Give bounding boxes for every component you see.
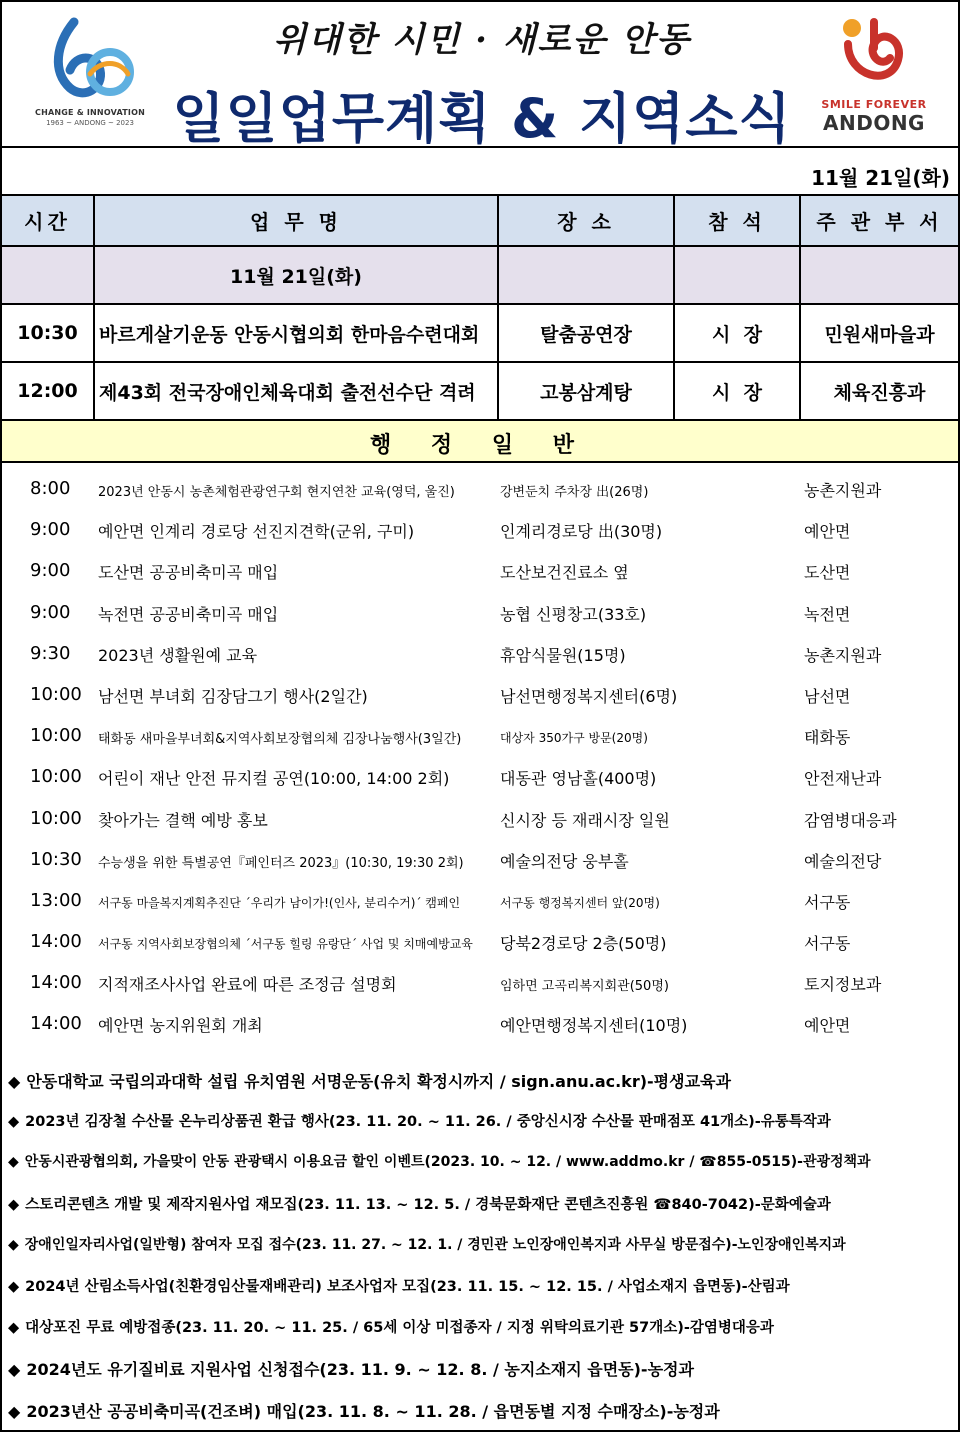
item-dept: 감염병대응과 <box>804 810 897 830</box>
list-item <box>2 881 958 922</box>
diamond-bullet-icon: ◆ <box>8 1114 20 1131</box>
column-header-time: 시간 <box>2 196 94 246</box>
schedule-table <box>2 196 958 421</box>
item-place: 당북2경로당 2층(50명) <box>500 934 667 954</box>
notice-text: 스토리콘텐츠 개발 및 제작지원사업 재모집(23. 11. 13. ~ 12. 5. / 경북문화재단 콘텐츠진흥원 ☎840-7042)-문화예술과 <box>25 1196 831 1213</box>
page-title: 일일업무계획 & 지역소식 <box>172 87 792 150</box>
list-item <box>2 840 958 881</box>
list-item <box>2 634 958 675</box>
schedule-place: 고봉삼계탕 <box>498 362 674 420</box>
schedule-task: 바르게살기운동 안동시협의회 한마음수련대회 <box>94 304 498 362</box>
item-dept: 토지정보과 <box>804 975 882 995</box>
schedule-place: 탈춤공연장 <box>498 304 674 362</box>
item-task: 서구동 지역사회보장협의체 ´서구동 힐링 유랑단´ 사업 및 치매예방교육 <box>98 937 473 952</box>
diamond-bullet-icon: ◆ <box>8 1360 21 1380</box>
item-place: 남선면행정복지센터(6명) <box>500 686 678 706</box>
item-task: 태화동 새마을부녀회&지역사회보장협의체 김장나눔행사(3일간) <box>98 732 462 748</box>
item-place: 서구동 행정복지센터 앞(20명) <box>500 895 660 910</box>
item-time: 9:30 <box>30 642 71 664</box>
item-dept: 농촌지원과 <box>804 481 882 500</box>
schedule-time: 12:00 <box>2 362 94 420</box>
item-place: 예안면행정복지센터(10명) <box>500 1016 688 1036</box>
item-dept: 서구동 <box>804 934 851 954</box>
item-dept: 남선면 <box>804 686 851 706</box>
column-header-place: 장 소 <box>498 196 674 246</box>
item-time: 10:00 <box>30 807 82 829</box>
item-place: 강변둔치 주차장 出(26명) <box>500 485 649 500</box>
smile-andong-logo <box>814 14 934 136</box>
list-item <box>2 799 958 840</box>
logo-years: 1963 ~ ANDONG ~ 2023 <box>46 119 134 127</box>
item-task: 서구동 마을복지계획추진단 ´우리가 남이가!(인사, 분리수거)´ 캠페인 <box>98 895 461 910</box>
notice-text: 안동시관광협의회, 가을맞이 안동 관광택시 이용요금 할인 이벤트(2023. 10. ~ 12. / www.addmo.kr / ☎855-0515)-관광정책과 <box>24 1154 871 1171</box>
schedule-date: 11월 21일(화) <box>94 246 498 304</box>
item-dept: 녹전면 <box>804 604 851 624</box>
item-time: 14:00 <box>30 1013 82 1035</box>
logo-caption: CHANGE & INNOVATION <box>35 108 145 117</box>
item-time: 14:00 <box>30 931 82 953</box>
item-time: 14:00 <box>30 972 82 994</box>
diamond-bullet-icon: ◆ <box>8 1196 20 1213</box>
section-title: 행 정 일 반 <box>2 421 958 463</box>
item-dept: 도산면 <box>804 563 851 583</box>
notice-text: 대상포진 무료 예방접종(23. 11. 20. ~ 11. 25. / 65세 이상 미접종자 / 지정 위탁의료기관 57개소)-감염병대응과 <box>25 1320 774 1337</box>
schedule-dept: 민원새마을과 <box>800 304 958 362</box>
table-row <box>2 304 958 362</box>
item-dept: 예안면 <box>804 522 851 542</box>
list-item <box>2 551 958 592</box>
notice-list <box>2 1059 958 1430</box>
item-place: 휴암식물원(15명) <box>500 645 626 665</box>
item-dept: 안전재난과 <box>804 769 882 789</box>
notice-item <box>2 1265 958 1306</box>
item-place: 농협 신평창고(33호) <box>500 604 647 624</box>
item-dept: 서구동 <box>804 892 851 912</box>
notice-item <box>2 1141 958 1182</box>
column-header-task: 업 무 명 <box>94 196 498 246</box>
item-time: 8:00 <box>30 478 71 499</box>
notice-item <box>2 1059 958 1100</box>
anniversary-logo <box>30 14 150 130</box>
item-task: 수능생을 위한 특별공연『페인터즈 2023』(10:30, 19:30 2회) <box>98 855 464 871</box>
item-dept: 예술의전당 <box>804 851 882 871</box>
date-label: 11월 21일(화) <box>2 148 958 196</box>
column-header-attend: 참 석 <box>674 196 800 246</box>
item-task: 도산면 공공비축미곡 매입 <box>98 563 279 583</box>
list-item <box>2 510 958 551</box>
diamond-bullet-icon: ◆ <box>8 1236 19 1253</box>
notice-item <box>2 1183 958 1224</box>
list-item <box>2 716 958 757</box>
item-task: 남선면 부녀회 김장담그기 행사(2일간) <box>98 686 368 706</box>
item-place: 신시장 등 재래시장 일원 <box>500 810 670 830</box>
item-place: 대동관 영남홀(400명) <box>500 769 657 789</box>
item-dept: 예안면 <box>804 1016 851 1036</box>
item-task: 2023년 생활원예 교육 <box>98 645 258 665</box>
slogan: 위대한 시민 · 새로운 안동 <box>273 20 691 60</box>
smile-andong-emblem-icon <box>838 14 910 94</box>
diamond-bullet-icon: ◆ <box>8 1072 21 1091</box>
admin-list <box>2 463 958 1046</box>
item-place: 인계리경로당 出(30명) <box>500 522 663 542</box>
list-item <box>2 1004 958 1045</box>
schedule-header-row <box>2 196 958 246</box>
item-time: 9:00 <box>30 601 71 623</box>
notice-item <box>2 1389 958 1430</box>
item-dept: 농촌지원과 <box>804 645 882 665</box>
notice-item <box>2 1100 958 1141</box>
item-task: 예안면 인계리 경로당 선진지견학(군위, 구미) <box>98 522 415 542</box>
diamond-bullet-icon: ◆ <box>8 1278 20 1295</box>
item-task: 2023년 안동시 농촌체험관광연구회 현지연찬 교육(영덕, 울진) <box>98 485 455 500</box>
notice-text: 2023년산 공공비축미곡(건조벼) 매입(23. 11. 8. ~ 11. 28. / 읍면동별 지정 수매장소)-농정과 <box>26 1401 720 1421</box>
item-time: 10:00 <box>30 766 82 788</box>
item-time: 13:00 <box>30 889 82 911</box>
diamond-bullet-icon: ◆ <box>8 1320 20 1337</box>
list-item <box>2 593 958 634</box>
notice-text: 장애인일자리사업(일반형) 참여자 모집 접수(23. 11. 27. ~ 12. 1. / 경민관 노인장애인복지과 사무실 방문접수)-노인장애인복지과 <box>24 1236 846 1253</box>
column-header-dept: 주 관 부 서 <box>800 196 958 246</box>
diamond-bullet-icon: ◆ <box>8 1401 21 1421</box>
sixty-emblem-icon <box>44 14 136 106</box>
item-place: 예술의전당 웅부홀 <box>500 851 629 871</box>
item-task: 어린이 재난 안전 뮤지컬 공연(10:00, 14:00 2회) <box>98 769 450 789</box>
item-place: 대상자 350가구 방문(20명) <box>500 731 648 746</box>
smile-forever-text: SMILE FOREVER <box>821 98 927 111</box>
item-time: 10:30 <box>30 848 82 870</box>
item-task: 예안면 농지위원회 개최 <box>98 1016 263 1036</box>
item-time: 10:00 <box>30 683 82 705</box>
schedule-date-row <box>2 246 958 304</box>
notice-item <box>2 1306 958 1347</box>
schedule-attend: 시 장 <box>674 362 800 420</box>
item-time: 9:00 <box>30 519 71 541</box>
list-item <box>2 922 958 963</box>
item-place: 임하면 고곡리복지회관(50명) <box>500 979 669 995</box>
schedule-time: 10:30 <box>2 304 94 362</box>
notice-text: 안동대학교 국립의과대학 설립 유치염원 서명운동(유치 확정시까지 / sign.anu.ac.kr)-평생교육과 <box>26 1072 731 1091</box>
item-place: 도산보건진료소 옆 <box>500 563 629 583</box>
table-row <box>2 362 958 420</box>
list-item <box>2 757 958 798</box>
notice-text: 2024년 산림소득사업(친환경임산물재배관리) 보조사업자 모집(23. 11. 15. ~ 12. 15. / 사업소재지 읍면동)-산림과 <box>25 1278 790 1295</box>
list-item <box>2 675 958 716</box>
notice-text: 2023년 김장철 수산물 온누리상품권 환급 행사(23. 11. 20. ~ 11. 26. / 중앙신시장 수산물 판매점포 41개소)-유통특작과 <box>25 1114 831 1131</box>
notice-item <box>2 1224 958 1265</box>
list-item <box>2 963 958 1004</box>
item-time: 9:00 <box>30 560 71 582</box>
item-task: 녹전면 공공비축미곡 매입 <box>98 604 279 624</box>
item-time: 10:00 <box>30 725 82 747</box>
notice-text: 2024년도 유기질비료 지원사업 신청접수(23. 11. 9. ~ 12. 8. / 농지소재지 읍면동)-농정과 <box>26 1360 694 1380</box>
schedule-attend: 시 장 <box>674 304 800 362</box>
item-task: 찾아가는 결핵 예방 홍보 <box>98 810 268 830</box>
diamond-bullet-icon: ◆ <box>8 1154 19 1171</box>
item-task: 지적재조사사업 완료에 따른 조정금 설명회 <box>98 975 397 995</box>
notice-item <box>2 1347 958 1388</box>
schedule-dept: 체육진흥과 <box>800 362 958 420</box>
andong-text: ANDONG <box>823 111 925 135</box>
header <box>2 2 958 148</box>
list-item <box>2 469 958 510</box>
schedule-task: 제43회 전국장애인체육대회 출전선수단 격려 <box>94 362 498 420</box>
item-dept: 태화동 <box>804 728 851 748</box>
